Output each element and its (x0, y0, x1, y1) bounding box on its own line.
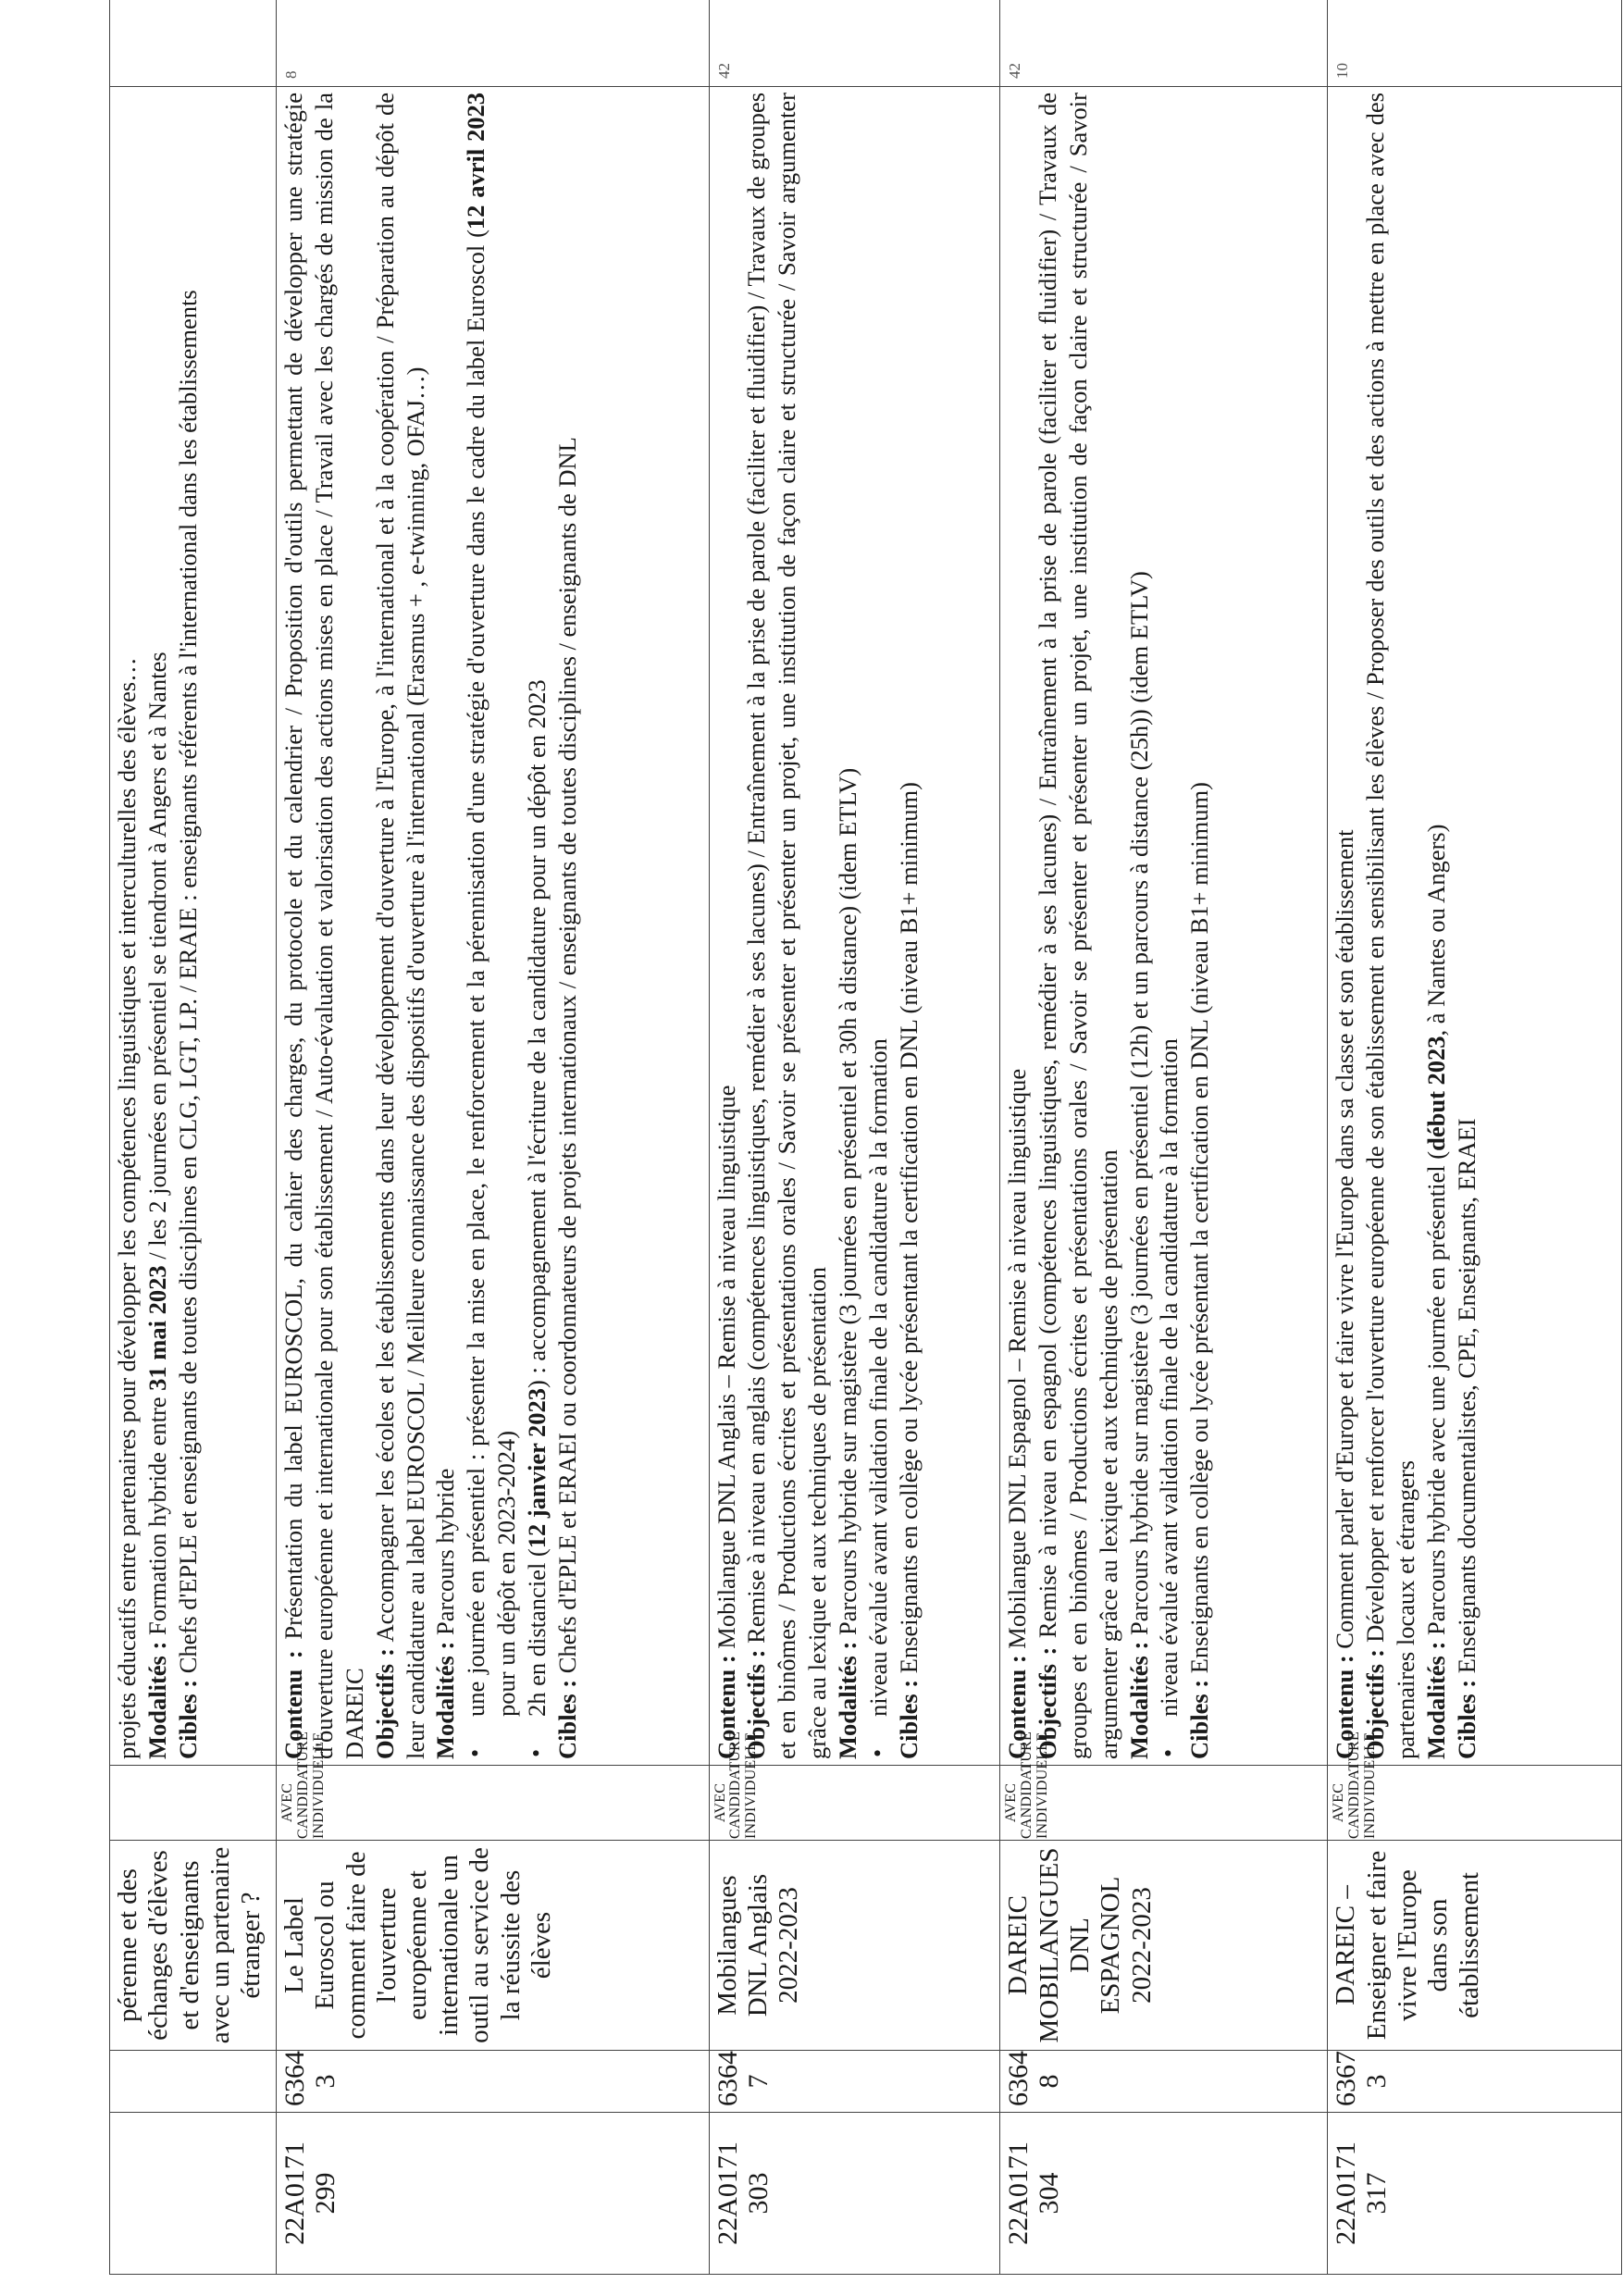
table-row (1000, 0, 1328, 2275)
modalites-line: Modalités : Formation hybride entre 31 mai 2023 / les 2 journées en présentiel se tiendront à Angers et à Nantes (142, 652, 171, 1759)
training-table (109, 0, 1622, 2275)
course-description (110, 87, 277, 1766)
hours-count: 42 (709, 0, 1000, 87)
list-item: • une journée en présentiel : présenter la mise en place, le renforcement et la pérennisation d'une stratégie d'ouverture dans le cadre du label Euroscol (12 avril 2023 pour un dépôt en 2023-2024) (461, 93, 522, 1759)
course-description (1328, 87, 1622, 1766)
course-title: DAREIC MOBILANGUES DNL ESPAGNOL 2022-2023 (1000, 1841, 1328, 2051)
table-row (1328, 0, 1622, 2275)
module-number (110, 2051, 277, 2113)
modalites-list (1154, 93, 1184, 1759)
course-code: 22A0171 317 (1328, 2113, 1622, 2275)
contenu-line: Contenu : Mobilangue DNL Anglais – Remise à niveau linguistique (712, 1085, 740, 1759)
modalites-line: Modalités : Parcours hybride avec une journée en présentiel (début 2023, à Nantes ou Angers) (1421, 824, 1450, 1759)
course-code: 22A0171 304 (1000, 2113, 1328, 2275)
module-number: 6364 8 (1000, 2051, 1328, 2113)
list-item: • 2h en distanciel (12 janvier 2023) : accompagnement à l'écriture de la candidature pour un dépôt en 2023 (522, 93, 552, 1759)
enrollment-type: AVEC CANDIDATURE INDIVIDUELLE (709, 1766, 1000, 1841)
enrollment-type: AVEC CANDIDATURE INDIVIDUELLE (1328, 1766, 1622, 1841)
course-description (709, 87, 1000, 1766)
course-title: Mobilangues DNL Anglais 2022-2023 (709, 1841, 1000, 2051)
table-row (110, 0, 277, 2275)
modalites-line: Modalités : Parcours hybride sur magistère (3 journées en présentiel (12h) et un parcours à distance (25h)) (idem ETLV) (1124, 571, 1153, 1759)
course-code: 22A0171 303 (709, 2113, 1000, 2275)
course-description (277, 87, 709, 1766)
hours-count: 10 (1328, 0, 1622, 87)
hours-count: 8 (277, 0, 709, 87)
objectifs-line: Objectifs : Remise à niveau en espagnol (compétences linguistiques, remédier à ses lacunes) / Entraînement à la prise de parole (faciliter et fluidifier) / Travaux de groupes et en binômes / Productions écrites et présentations orales / Savoir se présenter et présenter un projet, une institution de façon claire et structurée / Savoir argumenter grâce au lexique et aux techniques de présentation (1034, 93, 1122, 1759)
table-row (277, 0, 709, 2275)
hours-count (110, 0, 277, 87)
module-number: 6364 3 (277, 2051, 709, 2113)
cibles-line: Cibles : Chefs d'EPLE et ERAEI ou coordonnateurs de projets internationaux / enseignants de toutes disciplines / enseignants de DNL (552, 437, 581, 1759)
objectifs-line: Objectifs : Développer et renforcer l'ouverture européenne de son établissement en sensibilisant les élèves / Proposer des outils et des actions à mettre en place avec des partenaires locaux et étrangers (1361, 93, 1419, 1759)
contenu-line: Contenu : Présentation du label EUROSCOL, du cahier des charges, du protocole et du calendrier / Proposition d'outils permettant de développer une stratégie d'ouverture européenne et internationale pour son établissement / Auto-évaluation et valorisation des actions mises en place / Travail avec les chargés de mission de la DAREIC (279, 93, 368, 1759)
course-title: Le Label Euroscol ou comment faire de l'ouverture européenne et internationale un outil au service de la réussite des élèves (277, 1841, 709, 2051)
intro-text: projets éducatifs entre partenaires pour développer les compétences linguistiques et interculturelles des élèves… (113, 657, 141, 1759)
rotated-page (109, 63, 1622, 2275)
course-code: 22A0171 299 (277, 2113, 709, 2275)
course-description (1000, 87, 1328, 1766)
cibles-line: Cibles : Enseignants en collège ou lycée présentant la certification en DNL (niveau B1+ minimum) (894, 782, 923, 1759)
modalites-line: Modalités : Parcours hybride sur magistère (3 journées en présentiel et 30h à distance) (idem ETLV) (833, 767, 861, 1759)
hours-count: 42 (1000, 0, 1328, 87)
module-number: 6364 7 (709, 2051, 1000, 2113)
module-number: 6367 3 (1328, 2051, 1622, 2113)
modalites-list (863, 93, 894, 1759)
list-item: • niveau évalué avant validation finale de la candidature à la formation (1154, 93, 1184, 1759)
objectifs-line: Objectifs : Remise à niveau en anglais (compétences linguistiques, remédier à ses lacunes) / Entraînement à la prise de parole (faciliter et fluidifier) / Travaux de groupes et en binômes / Productions écrites et présentations orales / Savoir se présenter et présenter un projet, une institution de façon claire et structurée / Savoir argumenter grâce au lexique et aux techniques de présentation (742, 92, 832, 1759)
cibles-line: Cibles : Enseignants documentalistes, CPE, Enseignants, ERAEI (1452, 1118, 1481, 1759)
modalites-line: Modalités : Parcours hybride (431, 1468, 460, 1759)
course-title: DAREIC – Enseigner et faire vivre l'Europe dans son établissement (1328, 1841, 1622, 2051)
objectifs-line: Objectifs : Accompagner les écoles et les établissements dans leur développement d'ouverture à l'Europe, à l'international et à la coopération / Préparation au dépôt de leur candidature au label EUROSCOL / Meilleure connaissance des dispositifs d'ouverture à l'international (Erasmus + , e-twinning, OFAJ…) (370, 93, 429, 1759)
table-row (709, 0, 1000, 2275)
enrollment-type (110, 1766, 277, 1841)
list-item: • niveau évalué avant validation finale de la candidature à la formation (863, 93, 894, 1759)
contenu-line: Contenu : Mobilangue DNL Espagnol – Remise à niveau linguistique (1003, 1068, 1032, 1759)
enrollment-type: AVEC CANDIDATURE INDIVIDUELLE (1000, 1766, 1328, 1841)
course-title: pérenne et des échanges d'élèves et d'enseignants avec un partenaire étranger ? (110, 1841, 277, 2051)
enrollment-type: AVEC CANDIDATURE INDIVIDUELLE (277, 1766, 709, 1841)
cibles-line: Cibles : Chefs d'EPLE et enseignants de toutes disciplines en CLG, LGT, LP. / ERAIE : enseignants référents à l'international dans les établissements (173, 290, 202, 1759)
modalites-list (461, 93, 552, 1759)
cibles-line: Cibles : Enseignants en collège ou lycée présentant la certification en DNL (niveau B1+ minimum) (1185, 782, 1214, 1759)
course-code (110, 2113, 277, 2275)
contenu-line: Contenu : Comment parler d'Europe et faire vivre l'Europe dans sa classe et son établissement (1331, 829, 1359, 1759)
